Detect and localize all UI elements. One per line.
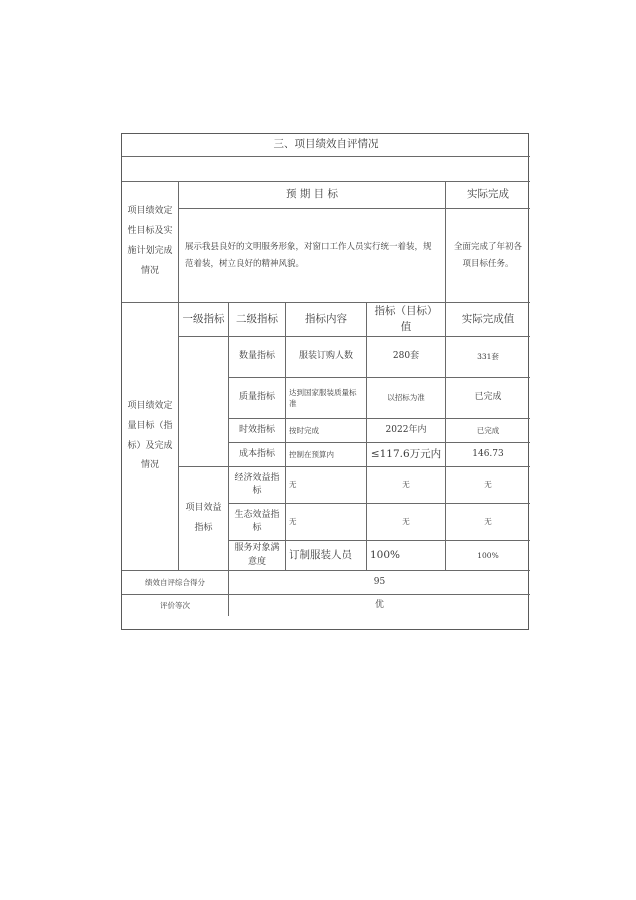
row-target: 以招标为准 xyxy=(367,378,446,419)
score-label: 绩效自评综合得分 xyxy=(122,571,229,595)
row-content: 订制服装人员 xyxy=(286,541,367,571)
expected-goal-header: 预 期 目 标 xyxy=(179,182,446,209)
row-target: ≤117.6万元内 xyxy=(367,443,446,467)
quantitative-row-label: 项目绩效定量目标（指标）及完成情况 xyxy=(122,303,179,571)
header-level1: 一级指标 xyxy=(179,303,229,337)
level1-benefit-label: 项目效益指标 xyxy=(179,467,229,571)
row-target: 2022年内 xyxy=(367,419,446,443)
row-actual: 已完成 xyxy=(446,378,530,419)
row-content: 无 xyxy=(286,467,367,504)
header-content: 指标内容 xyxy=(286,303,367,337)
performance-table xyxy=(121,133,529,630)
expected-goal-text: 展示我县良好的文明服务形象，对窗口工作人员实行统一着装，规范着装，树立良好的精神风貌。 xyxy=(179,209,446,303)
header-level2: 二级指标 xyxy=(229,303,286,337)
row-level2: 成本指标 xyxy=(229,443,286,467)
grade-value: 优 xyxy=(374,599,384,610)
row-actual: 已完成 xyxy=(446,419,530,443)
row-actual: 146.73 xyxy=(446,443,530,467)
actual-completion-text: 全面完成了年初各项目标任务。 xyxy=(446,209,530,303)
row-content: 无 xyxy=(286,504,367,541)
row-target: 无 xyxy=(367,467,446,504)
row-content: 达到国家服装质量标准 xyxy=(286,378,367,419)
row-level2: 质量指标 xyxy=(229,378,286,419)
row-actual: 331套 xyxy=(446,337,530,378)
actual-completion-header: 实际完成 xyxy=(446,182,530,209)
row-actual: 100% xyxy=(446,541,530,571)
row-level2: 经济效益指标 xyxy=(229,467,286,504)
header-target: 指标（目标）值 xyxy=(367,303,446,337)
row-content: 按时完成 xyxy=(286,419,367,443)
score-value: 95 xyxy=(229,571,530,595)
qualitative-row-label: 项目绩效定性目标及实施计划完成情况 xyxy=(122,182,179,303)
row-target: 280套 xyxy=(367,337,446,378)
row-actual: 无 xyxy=(446,467,530,504)
row-content: 服装订购人数 xyxy=(286,337,367,378)
row-level2: 时效指标 xyxy=(229,419,286,443)
section-title: 三、项目绩效自评情况 xyxy=(122,134,530,157)
row-level2: 生态效益指标 xyxy=(229,504,286,541)
row-content: 控制在预算内 xyxy=(286,443,367,467)
row-target: 100% xyxy=(367,541,446,571)
row-target: 无 xyxy=(367,504,446,541)
grade-label: 评价等次 xyxy=(122,595,229,616)
header-actual: 实际完成值 xyxy=(446,303,530,337)
row-level2: 服务对象满意度 xyxy=(229,541,286,571)
empty-row xyxy=(122,157,530,182)
level1-output-cell xyxy=(179,337,229,467)
row-actual: 无 xyxy=(446,504,530,541)
row-level2: 数量指标 xyxy=(229,337,286,378)
